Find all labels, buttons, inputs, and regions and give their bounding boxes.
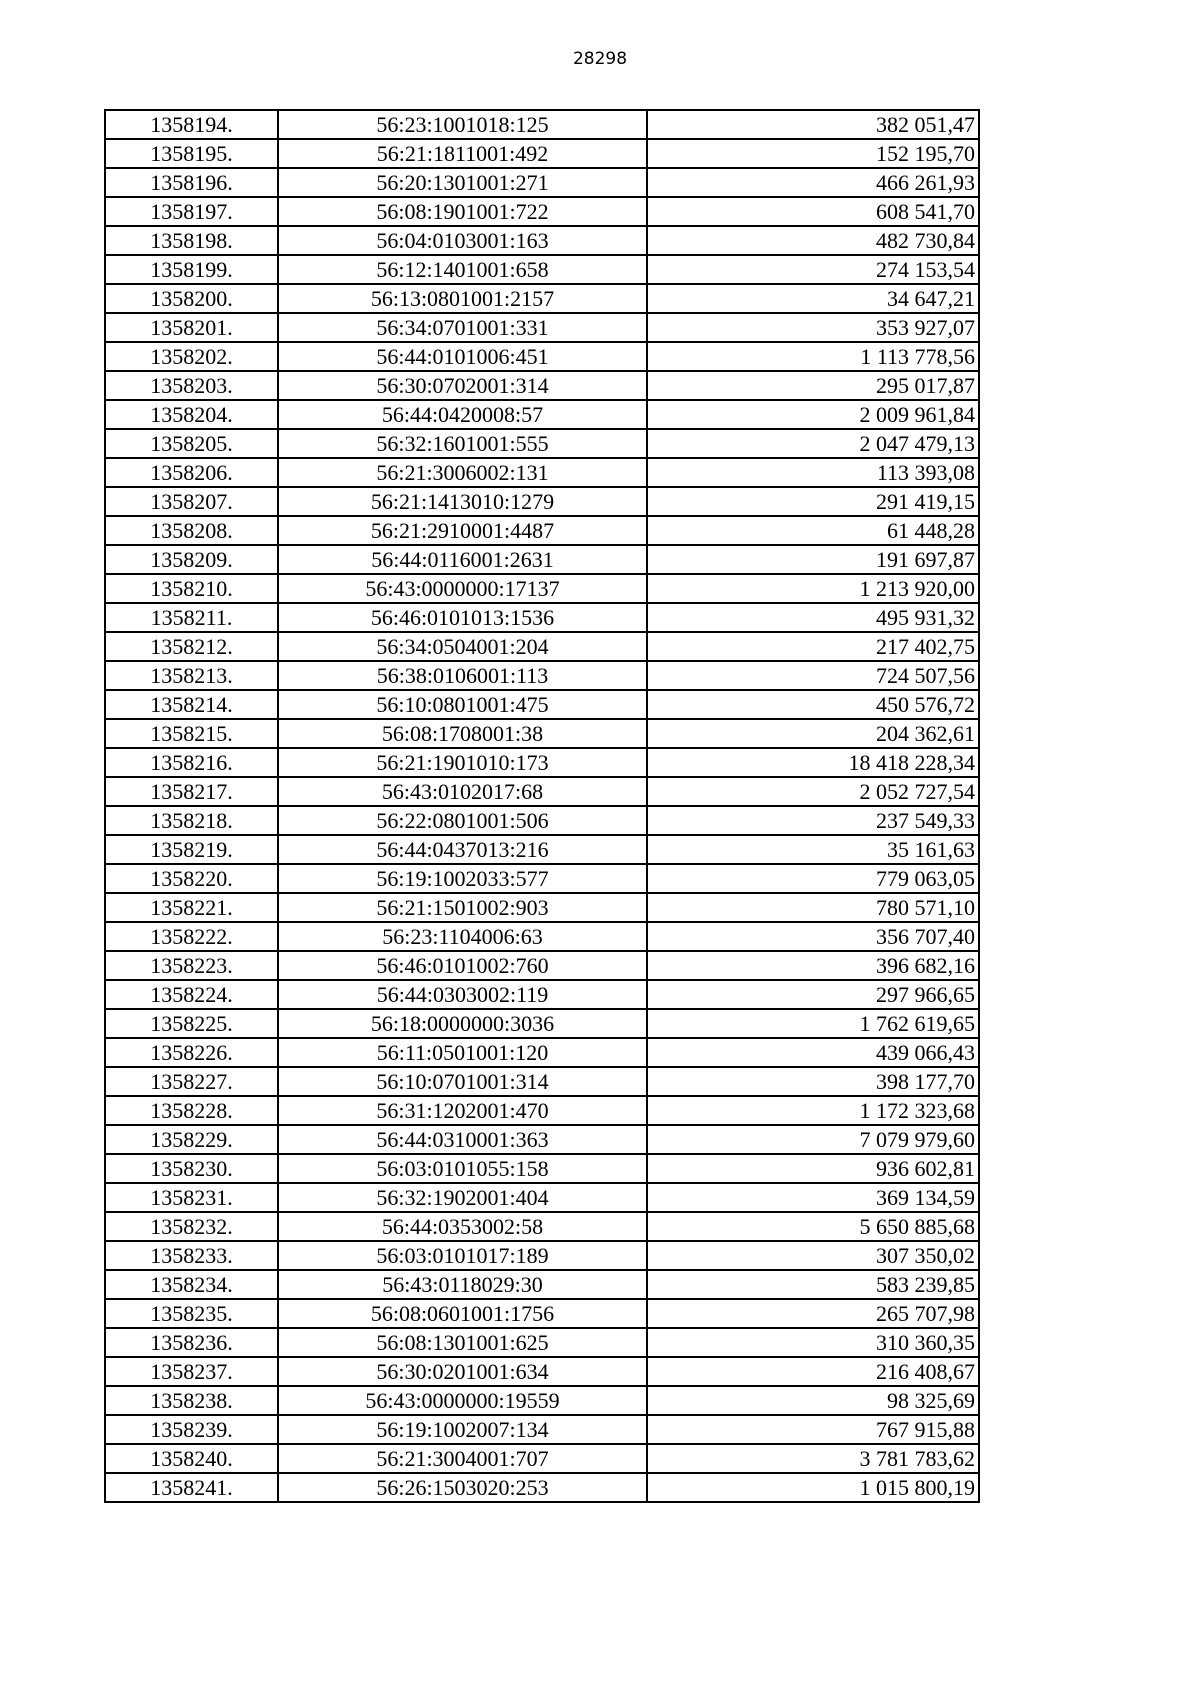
cadastral-number-cell: 56:23:1001018:125 [278, 110, 647, 139]
row-number-cell: 1358241. [105, 1473, 278, 1502]
table-row [105, 719, 979, 748]
cadastral-number-cell: 56:18:0000000:3036 [278, 1009, 647, 1038]
cadastral-number-cell: 56:21:1501002:903 [278, 893, 647, 922]
value-cell: 779 063,05 [647, 864, 979, 893]
row-number-cell: 1358200. [105, 284, 278, 313]
value-cell: 450 576,72 [647, 690, 979, 719]
table-row [105, 1241, 979, 1270]
table-row [105, 574, 979, 603]
row-number-cell: 1358231. [105, 1183, 278, 1212]
row-number-cell: 1358223. [105, 951, 278, 980]
cadastral-number-cell: 56:21:3006002:131 [278, 458, 647, 487]
table-row [105, 980, 979, 1009]
row-number-cell: 1358227. [105, 1067, 278, 1096]
value-cell: 1 762 619,65 [647, 1009, 979, 1038]
cadastral-number-cell: 56:43:0118029:30 [278, 1270, 647, 1299]
table-row [105, 226, 979, 255]
cadastral-number-cell: 56:44:0310001:363 [278, 1125, 647, 1154]
row-number-cell: 1358217. [105, 777, 278, 806]
table-row [105, 313, 979, 342]
table-row [105, 1328, 979, 1357]
table-row [105, 371, 979, 400]
cadastral-number-cell: 56:08:1708001:38 [278, 719, 647, 748]
row-number-cell: 1358211. [105, 603, 278, 632]
value-cell: 35 161,63 [647, 835, 979, 864]
cadastral-number-cell: 56:32:1902001:404 [278, 1183, 647, 1212]
table-row [105, 110, 979, 139]
cadastral-number-cell: 56:34:0701001:331 [278, 313, 647, 342]
cadastral-number-cell: 56:43:0000000:17137 [278, 574, 647, 603]
value-cell: 353 927,07 [647, 313, 979, 342]
value-cell: 265 707,98 [647, 1299, 979, 1328]
cadastral-number-cell: 56:04:0103001:163 [278, 226, 647, 255]
value-cell: 608 541,70 [647, 197, 979, 226]
value-cell: 297 966,65 [647, 980, 979, 1009]
cadastral-number-cell: 56:13:0801001:2157 [278, 284, 647, 313]
cadastral-number-cell: 56:23:1104006:63 [278, 922, 647, 951]
cadastral-number-cell: 56:21:2910001:4487 [278, 516, 647, 545]
value-cell: 191 697,87 [647, 545, 979, 574]
value-cell: 295 017,87 [647, 371, 979, 400]
table-row [105, 864, 979, 893]
value-cell: 466 261,93 [647, 168, 979, 197]
table-row [105, 777, 979, 806]
cadastral-number-cell: 56:31:1202001:470 [278, 1096, 647, 1125]
row-number-cell: 1358222. [105, 922, 278, 951]
row-number-cell: 1358224. [105, 980, 278, 1009]
value-cell: 583 239,85 [647, 1270, 979, 1299]
cadastral-number-cell: 56:46:0101002:760 [278, 951, 647, 980]
table-row [105, 1183, 979, 1212]
cadastral-number-cell: 56:08:0601001:1756 [278, 1299, 647, 1328]
table-row [105, 748, 979, 777]
table-row [105, 1299, 979, 1328]
cadastral-number-cell: 56:26:1503020:253 [278, 1473, 647, 1502]
row-number-cell: 1358195. [105, 139, 278, 168]
cadastral-number-cell: 56:10:0801001:475 [278, 690, 647, 719]
row-number-cell: 1358225. [105, 1009, 278, 1038]
table-row [105, 400, 979, 429]
table-row [105, 487, 979, 516]
row-number-cell: 1358202. [105, 342, 278, 371]
table-row [105, 951, 979, 980]
value-cell: 482 730,84 [647, 226, 979, 255]
cadastral-number-cell: 56:08:1301001:625 [278, 1328, 647, 1357]
row-number-cell: 1358237. [105, 1357, 278, 1386]
table-row [105, 1386, 979, 1415]
table-row [105, 632, 979, 661]
value-cell: 1 015 800,19 [647, 1473, 979, 1502]
cadastral-number-cell: 56:22:0801001:506 [278, 806, 647, 835]
row-number-cell: 1358236. [105, 1328, 278, 1357]
value-cell: 369 134,59 [647, 1183, 979, 1212]
value-cell: 1 113 778,56 [647, 342, 979, 371]
row-number-cell: 1358209. [105, 545, 278, 574]
cadastral-number-cell: 56:30:0201001:634 [278, 1357, 647, 1386]
row-number-cell: 1358194. [105, 110, 278, 139]
table-row [105, 1473, 979, 1502]
value-cell: 767 915,88 [647, 1415, 979, 1444]
value-cell: 98 325,69 [647, 1386, 979, 1415]
value-cell: 291 419,15 [647, 487, 979, 516]
cadastral-number-cell: 56:44:0420008:57 [278, 400, 647, 429]
table-row [105, 284, 979, 313]
cadastral-number-cell: 56:44:0437013:216 [278, 835, 647, 864]
table-row [105, 1154, 979, 1183]
cadastral-number-cell: 56:21:1901010:173 [278, 748, 647, 777]
row-number-cell: 1358226. [105, 1038, 278, 1067]
row-number-cell: 1358220. [105, 864, 278, 893]
table-row [105, 690, 979, 719]
value-cell: 439 066,43 [647, 1038, 979, 1067]
value-cell: 2 009 961,84 [647, 400, 979, 429]
value-cell: 2 047 479,13 [647, 429, 979, 458]
row-number-cell: 1358214. [105, 690, 278, 719]
row-number-cell: 1358205. [105, 429, 278, 458]
value-cell: 61 448,28 [647, 516, 979, 545]
value-cell: 1 172 323,68 [647, 1096, 979, 1125]
table-row [105, 429, 979, 458]
row-number-cell: 1358197. [105, 197, 278, 226]
value-cell: 780 571,10 [647, 893, 979, 922]
value-cell: 396 682,16 [647, 951, 979, 980]
value-cell: 495 931,32 [647, 603, 979, 632]
row-number-cell: 1358208. [105, 516, 278, 545]
cadastral-number-cell: 56:03:0101055:158 [278, 1154, 647, 1183]
cadastral-number-cell: 56:32:1601001:555 [278, 429, 647, 458]
cadastral-number-cell: 56:19:1002007:134 [278, 1415, 647, 1444]
table-row [105, 835, 979, 864]
table-row [105, 893, 979, 922]
value-cell: 936 602,81 [647, 1154, 979, 1183]
cadastral-number-cell: 56:34:0504001:204 [278, 632, 647, 661]
table-row [105, 139, 979, 168]
table-row [105, 1212, 979, 1241]
value-cell: 398 177,70 [647, 1067, 979, 1096]
value-cell: 1 213 920,00 [647, 574, 979, 603]
row-number-cell: 1358235. [105, 1299, 278, 1328]
row-number-cell: 1358196. [105, 168, 278, 197]
row-number-cell: 1358215. [105, 719, 278, 748]
table-row [105, 1357, 979, 1386]
value-cell: 217 402,75 [647, 632, 979, 661]
table-row [105, 1125, 979, 1154]
cadastral-number-cell: 56:11:0501001:120 [278, 1038, 647, 1067]
cadastral-number-cell: 56:38:0106001:113 [278, 661, 647, 690]
table-row [105, 255, 979, 284]
table-row [105, 1270, 979, 1299]
row-number-cell: 1358199. [105, 255, 278, 284]
table-row [105, 516, 979, 545]
row-number-cell: 1358240. [105, 1444, 278, 1473]
value-cell: 204 362,61 [647, 719, 979, 748]
row-number-cell: 1358212. [105, 632, 278, 661]
cadastral-number-cell: 56:19:1002033:577 [278, 864, 647, 893]
row-number-cell: 1358238. [105, 1386, 278, 1415]
value-cell: 274 153,54 [647, 255, 979, 284]
value-cell: 152 195,70 [647, 139, 979, 168]
value-cell: 113 393,08 [647, 458, 979, 487]
value-cell: 307 350,02 [647, 1241, 979, 1270]
row-number-cell: 1358203. [105, 371, 278, 400]
table-row [105, 168, 979, 197]
row-number-cell: 1358210. [105, 574, 278, 603]
cadastral-number-cell: 56:20:1301001:271 [278, 168, 647, 197]
value-cell: 216 408,67 [647, 1357, 979, 1386]
cadastral-number-cell: 56:44:0116001:2631 [278, 545, 647, 574]
row-number-cell: 1358228. [105, 1096, 278, 1125]
cadastral-number-cell: 56:44:0353002:58 [278, 1212, 647, 1241]
value-cell: 356 707,40 [647, 922, 979, 951]
cadastral-number-cell: 56:08:1901001:722 [278, 197, 647, 226]
table-row [105, 197, 979, 226]
value-cell: 3 781 783,62 [647, 1444, 979, 1473]
row-number-cell: 1358204. [105, 400, 278, 429]
cadastral-number-cell: 56:43:0000000:19559 [278, 1386, 647, 1415]
table-row [105, 1009, 979, 1038]
value-cell: 18 418 228,34 [647, 748, 979, 777]
table-row [105, 661, 979, 690]
cadastral-number-cell: 56:21:1413010:1279 [278, 487, 647, 516]
table-row [105, 922, 979, 951]
value-cell: 382 051,47 [647, 110, 979, 139]
row-number-cell: 1358229. [105, 1125, 278, 1154]
table-row [105, 1096, 979, 1125]
value-cell: 310 360,35 [647, 1328, 979, 1357]
table-row [105, 458, 979, 487]
table-row [105, 545, 979, 574]
value-cell: 724 507,56 [647, 661, 979, 690]
table-row [105, 1067, 979, 1096]
cadastral-value-table [104, 109, 980, 1503]
row-number-cell: 1358232. [105, 1212, 278, 1241]
table-row [105, 1038, 979, 1067]
row-number-cell: 1358221. [105, 893, 278, 922]
row-number-cell: 1358201. [105, 313, 278, 342]
value-cell: 2 052 727,54 [647, 777, 979, 806]
cadastral-number-cell: 56:21:3004001:707 [278, 1444, 647, 1473]
table-row [105, 806, 979, 835]
row-number-cell: 1358219. [105, 835, 278, 864]
row-number-cell: 1358233. [105, 1241, 278, 1270]
cadastral-number-cell: 56:44:0101006:451 [278, 342, 647, 371]
row-number-cell: 1358239. [105, 1415, 278, 1444]
value-cell: 34 647,21 [647, 284, 979, 313]
table-row [105, 603, 979, 632]
cadastral-number-cell: 56:10:0701001:314 [278, 1067, 647, 1096]
table-row [105, 342, 979, 371]
value-cell: 7 079 979,60 [647, 1125, 979, 1154]
row-number-cell: 1358234. [105, 1270, 278, 1299]
cadastral-number-cell: 56:21:1811001:492 [278, 139, 647, 168]
cadastral-number-cell: 56:43:0102017:68 [278, 777, 647, 806]
row-number-cell: 1358198. [105, 226, 278, 255]
table-row [105, 1444, 979, 1473]
table-row [105, 1415, 979, 1444]
value-cell: 237 549,33 [647, 806, 979, 835]
row-number-cell: 1358218. [105, 806, 278, 835]
cadastral-number-cell: 56:03:0101017:189 [278, 1241, 647, 1270]
cadastral-number-cell: 56:12:1401001:658 [278, 255, 647, 284]
cadastral-number-cell: 56:30:0702001:314 [278, 371, 647, 400]
row-number-cell: 1358207. [105, 487, 278, 516]
table-body [105, 110, 979, 1502]
cadastral-number-cell: 56:46:0101013:1536 [278, 603, 647, 632]
page-number: 28298 [572, 49, 628, 69]
cadastral-number-cell: 56:44:0303002:119 [278, 980, 647, 1009]
row-number-cell: 1358230. [105, 1154, 278, 1183]
value-cell: 5 650 885,68 [647, 1212, 979, 1241]
row-number-cell: 1358213. [105, 661, 278, 690]
row-number-cell: 1358206. [105, 458, 278, 487]
row-number-cell: 1358216. [105, 748, 278, 777]
